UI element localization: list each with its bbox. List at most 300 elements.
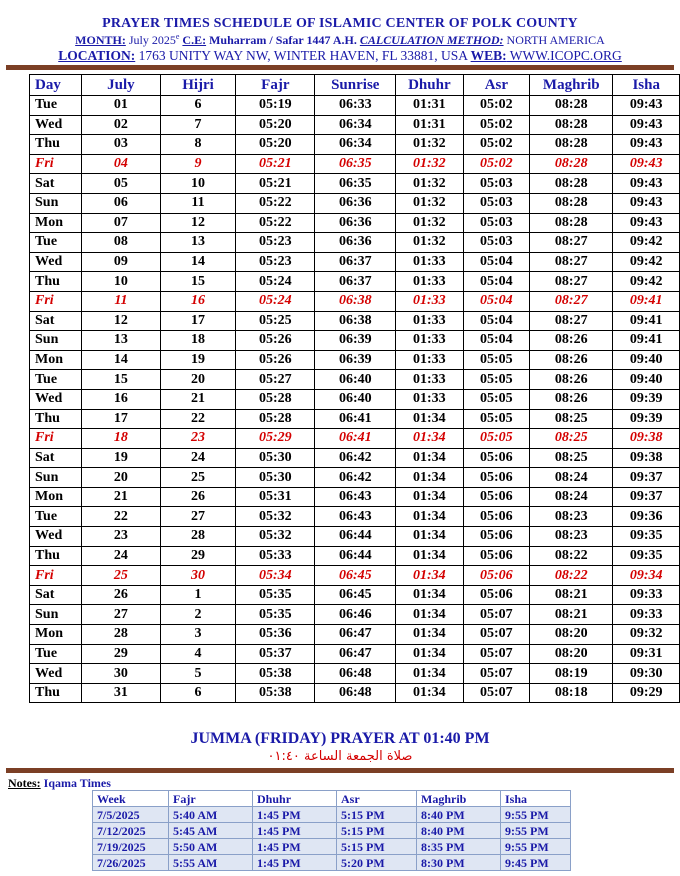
- cell-dhuhr: 01:33: [396, 272, 463, 292]
- iqama-col-dhuhr: Dhuhr: [253, 791, 337, 807]
- cell-date: 03: [82, 135, 161, 155]
- iqama-cell-fajr: 5:40 AM: [169, 807, 253, 823]
- cell-day: Sun: [30, 193, 82, 213]
- table-row: [30, 291, 680, 311]
- cell-isha: 09:37: [613, 468, 680, 488]
- cell-day: Thu: [30, 683, 82, 703]
- cell-day: Wed: [30, 252, 82, 272]
- cell-fajr: 05:24: [236, 272, 315, 292]
- cell-sunrise: 06:41: [315, 429, 396, 449]
- cell-date: 08: [82, 233, 161, 253]
- cell-asr: 05:07: [463, 605, 530, 625]
- cell-date: 10: [82, 272, 161, 292]
- cell-sunrise: 06:48: [315, 683, 396, 703]
- schedule-body: [30, 96, 680, 703]
- cell-asr: 05:06: [463, 546, 530, 566]
- table-row: [30, 468, 680, 488]
- iqama-cell-week: 7/26/2025: [93, 855, 169, 871]
- cell-maghrib: 08:18: [530, 683, 613, 703]
- cell-isha: 09:30: [613, 664, 680, 684]
- cell-isha: 09:43: [613, 115, 680, 135]
- cell-sunrise: 06:36: [315, 233, 396, 253]
- cell-dhuhr: 01:34: [396, 585, 463, 605]
- notes-heading: [8, 776, 111, 791]
- table-row: [30, 585, 680, 605]
- cell-asr: 05:07: [463, 683, 530, 703]
- cell-date: 25: [82, 566, 161, 586]
- cell-dhuhr: 01:34: [396, 683, 463, 703]
- iqama-row: [93, 823, 571, 839]
- cell-dhuhr: 01:31: [396, 115, 463, 135]
- cell-dhuhr: 01:32: [396, 154, 463, 174]
- cell-date: 23: [82, 527, 161, 547]
- iqama-cell-maghrib: 8:40 PM: [417, 807, 501, 823]
- cell-day: Sun: [30, 331, 82, 351]
- iqama-cell-week: 7/19/2025: [93, 839, 169, 855]
- cell-day: Tue: [30, 96, 82, 116]
- cell-hijri: 16: [160, 291, 235, 311]
- iqama-cell-asr: 5:15 PM: [337, 839, 417, 855]
- iqama-cell-isha: 9:55 PM: [501, 807, 571, 823]
- cell-fajr: 05:25: [236, 311, 315, 331]
- cell-fajr: 05:30: [236, 448, 315, 468]
- cell-fajr: 05:28: [236, 409, 315, 429]
- cell-fajr: 05:20: [236, 115, 315, 135]
- cell-day: Sat: [30, 174, 82, 194]
- cell-dhuhr: 01:34: [396, 468, 463, 488]
- cell-sunrise: 06:45: [315, 585, 396, 605]
- cell-hijri: 6: [160, 683, 235, 703]
- cell-sunrise: 06:45: [315, 566, 396, 586]
- cell-day: Sun: [30, 468, 82, 488]
- cell-asr: 05:03: [463, 174, 530, 194]
- cell-dhuhr: 01:33: [396, 331, 463, 351]
- cell-maghrib: 08:28: [530, 115, 613, 135]
- table-row: [30, 429, 680, 449]
- col-header-date: July: [82, 75, 161, 96]
- cell-maghrib: 08:28: [530, 213, 613, 233]
- cell-dhuhr: 01:33: [396, 252, 463, 272]
- cell-fajr: 05:35: [236, 605, 315, 625]
- method-value: NORTH AMERICA: [503, 33, 605, 47]
- cell-maghrib: 08:26: [530, 370, 613, 390]
- cell-maghrib: 08:28: [530, 174, 613, 194]
- cell-fajr: 05:22: [236, 213, 315, 233]
- month-suffix: e: [175, 32, 180, 41]
- location-value: 1763 UNITY WAY NW, WINTER HAVEN, FL 33881, USA: [135, 48, 471, 63]
- cell-fajr: 05:31: [236, 487, 315, 507]
- cell-day: Sat: [30, 448, 82, 468]
- iqama-cell-maghrib: 8:40 PM: [417, 823, 501, 839]
- cell-asr: 05:02: [463, 154, 530, 174]
- cell-isha: 09:35: [613, 546, 680, 566]
- cell-sunrise: 06:34: [315, 135, 396, 155]
- iqama-col-maghrib: Maghrib: [417, 791, 501, 807]
- cell-hijri: 30: [160, 566, 235, 586]
- cell-maghrib: 08:25: [530, 448, 613, 468]
- cell-hijri: 10: [160, 174, 235, 194]
- table-row: [30, 605, 680, 625]
- cell-maghrib: 08:27: [530, 291, 613, 311]
- table-row: [30, 233, 680, 253]
- cell-date: 09: [82, 252, 161, 272]
- cell-hijri: 2: [160, 605, 235, 625]
- cell-maghrib: 08:27: [530, 252, 613, 272]
- cell-asr: 05:04: [463, 252, 530, 272]
- cell-isha: 09:41: [613, 291, 680, 311]
- cell-fajr: 05:22: [236, 193, 315, 213]
- col-header-hijri: Hijri: [160, 75, 235, 96]
- cell-asr: 05:04: [463, 311, 530, 331]
- cell-sunrise: 06:36: [315, 193, 396, 213]
- iqama-cell-week: 7/5/2025: [93, 807, 169, 823]
- cell-sunrise: 06:42: [315, 448, 396, 468]
- iqama-col-asr: Asr: [337, 791, 417, 807]
- jumma-notice-arabic: صلاة الجمعة الساعة ٠١:٤٠: [267, 749, 413, 764]
- cell-maghrib: 08:23: [530, 507, 613, 527]
- cell-date: 24: [82, 546, 161, 566]
- method-label: CALCULATION METHOD:: [359, 33, 504, 47]
- iqama-cell-dhuhr: 1:45 PM: [253, 807, 337, 823]
- cell-day: Mon: [30, 625, 82, 645]
- cell-sunrise: 06:39: [315, 331, 396, 351]
- cell-asr: 05:07: [463, 644, 530, 664]
- cell-asr: 05:03: [463, 233, 530, 253]
- cell-sunrise: 06:40: [315, 389, 396, 409]
- cell-sunrise: 06:35: [315, 154, 396, 174]
- cell-isha: 09:37: [613, 487, 680, 507]
- cell-sunrise: 06:37: [315, 272, 396, 292]
- cell-isha: 09:38: [613, 429, 680, 449]
- cell-maghrib: 08:27: [530, 311, 613, 331]
- table-row: [30, 154, 680, 174]
- iqama-cell-asr: 5:15 PM: [337, 823, 417, 839]
- cell-isha: 09:43: [613, 174, 680, 194]
- cell-hijri: 7: [160, 115, 235, 135]
- iqama-row: [93, 855, 571, 871]
- iqama-cell-dhuhr: 1:45 PM: [253, 839, 337, 855]
- cell-dhuhr: 01:34: [396, 429, 463, 449]
- cell-sunrise: 06:39: [315, 350, 396, 370]
- cell-day: Thu: [30, 272, 82, 292]
- cell-day: Tue: [30, 370, 82, 390]
- cell-dhuhr: 01:34: [396, 527, 463, 547]
- cell-maghrib: 08:28: [530, 135, 613, 155]
- cell-isha: 09:39: [613, 409, 680, 429]
- cell-sunrise: 06:43: [315, 507, 396, 527]
- col-header-fajr: Fajr: [236, 75, 315, 96]
- cell-day: Wed: [30, 115, 82, 135]
- cell-isha: 09:39: [613, 389, 680, 409]
- cell-dhuhr: 01:33: [396, 311, 463, 331]
- cell-day: Tue: [30, 507, 82, 527]
- cell-date: 05: [82, 174, 161, 194]
- bottom-divider: [6, 768, 674, 773]
- cell-sunrise: 06:34: [315, 115, 396, 135]
- cell-fajr: 05:33: [236, 546, 315, 566]
- table-row: [30, 331, 680, 351]
- cell-day: Mon: [30, 213, 82, 233]
- cell-fajr: 05:26: [236, 331, 315, 351]
- cell-dhuhr: 01:34: [396, 546, 463, 566]
- table-row: [30, 625, 680, 645]
- location-line: [0, 48, 680, 64]
- table-row: [30, 252, 680, 272]
- cell-hijri: 14: [160, 252, 235, 272]
- cell-isha: 09:34: [613, 566, 680, 586]
- table-row: [30, 272, 680, 292]
- cell-day: Wed: [30, 527, 82, 547]
- ce-label: C.E:: [182, 33, 207, 47]
- cell-day: Wed: [30, 389, 82, 409]
- cell-fajr: 05:23: [236, 233, 315, 253]
- cell-isha: 09:41: [613, 331, 680, 351]
- cell-asr: 05:06: [463, 585, 530, 605]
- cell-asr: 05:07: [463, 664, 530, 684]
- iqama-cell-dhuhr: 1:45 PM: [253, 855, 337, 871]
- cell-day: Fri: [30, 154, 82, 174]
- cell-day: Thu: [30, 135, 82, 155]
- cell-maghrib: 08:24: [530, 487, 613, 507]
- cell-asr: 05:05: [463, 389, 530, 409]
- iqama-cell-maghrib: 8:35 PM: [417, 839, 501, 855]
- table-row: [30, 311, 680, 331]
- cell-maghrib: 08:26: [530, 331, 613, 351]
- cell-dhuhr: 01:34: [396, 664, 463, 684]
- cell-isha: 09:43: [613, 96, 680, 116]
- web-label: WEB:: [470, 48, 507, 63]
- cell-fajr: 05:20: [236, 135, 315, 155]
- cell-day: Tue: [30, 233, 82, 253]
- cell-day: Mon: [30, 350, 82, 370]
- cell-sunrise: 06:44: [315, 527, 396, 547]
- cell-asr: 05:05: [463, 370, 530, 390]
- cell-dhuhr: 01:34: [396, 644, 463, 664]
- month-label: MONTH:: [75, 33, 126, 47]
- iqama-cell-isha: 9:55 PM: [501, 839, 571, 855]
- cell-asr: 05:06: [463, 468, 530, 488]
- cell-isha: 09:36: [613, 507, 680, 527]
- cell-date: 01: [82, 96, 161, 116]
- cell-date: 11: [82, 291, 161, 311]
- table-row: [30, 389, 680, 409]
- cell-isha: 09:42: [613, 252, 680, 272]
- table-row: [30, 96, 680, 116]
- cell-dhuhr: 01:32: [396, 193, 463, 213]
- cell-hijri: 27: [160, 507, 235, 527]
- cell-isha: 09:33: [613, 605, 680, 625]
- table-row: [30, 664, 680, 684]
- schedule-header-row: [30, 75, 680, 96]
- cell-hijri: 22: [160, 409, 235, 429]
- cell-date: 14: [82, 350, 161, 370]
- cell-dhuhr: 01:32: [396, 213, 463, 233]
- table-row: [30, 566, 680, 586]
- cell-asr: 05:03: [463, 193, 530, 213]
- cell-dhuhr: 01:34: [396, 507, 463, 527]
- cell-sunrise: 06:43: [315, 487, 396, 507]
- cell-isha: 09:31: [613, 644, 680, 664]
- cell-hijri: 25: [160, 468, 235, 488]
- cell-isha: 09:38: [613, 448, 680, 468]
- cell-day: Thu: [30, 409, 82, 429]
- cell-date: 21: [82, 487, 161, 507]
- cell-dhuhr: 01:34: [396, 409, 463, 429]
- cell-maghrib: 08:28: [530, 193, 613, 213]
- month-line: [0, 32, 680, 48]
- cell-date: 29: [82, 644, 161, 664]
- cell-day: Mon: [30, 487, 82, 507]
- iqama-col-week: Week: [93, 791, 169, 807]
- cell-fajr: 05:35: [236, 585, 315, 605]
- cell-maghrib: 08:25: [530, 429, 613, 449]
- cell-hijri: 17: [160, 311, 235, 331]
- cell-date: 30: [82, 664, 161, 684]
- table-row: [30, 350, 680, 370]
- cell-fajr: 05:34: [236, 566, 315, 586]
- jumma-notice: JUMMA (FRIDAY) PRAYER AT 01:40 PM: [190, 730, 490, 747]
- cell-asr: 05:06: [463, 487, 530, 507]
- cell-fajr: 05:19: [236, 96, 315, 116]
- cell-isha: 09:40: [613, 370, 680, 390]
- cell-isha: 09:42: [613, 233, 680, 253]
- cell-sunrise: 06:40: [315, 370, 396, 390]
- cell-fajr: 05:27: [236, 370, 315, 390]
- cell-sunrise: 06:36: [315, 213, 396, 233]
- cell-date: 02: [82, 115, 161, 135]
- table-row: [30, 409, 680, 429]
- col-header-day: Day: [30, 75, 82, 96]
- col-header-dhuhr: Dhuhr: [396, 75, 463, 96]
- cell-day: Tue: [30, 644, 82, 664]
- cell-maghrib: 08:26: [530, 350, 613, 370]
- cell-hijri: 28: [160, 527, 235, 547]
- cell-asr: 05:06: [463, 448, 530, 468]
- cell-date: 31: [82, 683, 161, 703]
- cell-asr: 05:05: [463, 409, 530, 429]
- cell-fajr: 05:21: [236, 174, 315, 194]
- cell-dhuhr: 01:34: [396, 566, 463, 586]
- cell-day: Fri: [30, 291, 82, 311]
- cell-dhuhr: 01:34: [396, 625, 463, 645]
- cell-isha: 09:41: [613, 311, 680, 331]
- table-row: [30, 213, 680, 233]
- location-label: LOCATION:: [58, 48, 136, 63]
- cell-sunrise: 06:47: [315, 625, 396, 645]
- cell-asr: 05:06: [463, 527, 530, 547]
- cell-dhuhr: 01:34: [396, 487, 463, 507]
- cell-hijri: 8: [160, 135, 235, 155]
- cell-hijri: 20: [160, 370, 235, 390]
- iqama-cell-isha: 9:45 PM: [501, 855, 571, 871]
- cell-hijri: 3: [160, 625, 235, 645]
- table-row: [30, 135, 680, 155]
- cell-maghrib: 08:27: [530, 272, 613, 292]
- cell-hijri: 9: [160, 154, 235, 174]
- cell-maghrib: 08:20: [530, 625, 613, 645]
- cell-fajr: 05:32: [236, 507, 315, 527]
- cell-hijri: 12: [160, 213, 235, 233]
- cell-hijri: 1: [160, 585, 235, 605]
- table-row: [30, 193, 680, 213]
- cell-day: Wed: [30, 664, 82, 684]
- iqama-cell-asr: 5:20 PM: [337, 855, 417, 871]
- cell-maghrib: 08:28: [530, 154, 613, 174]
- cell-maghrib: 08:27: [530, 233, 613, 253]
- cell-asr: 05:04: [463, 272, 530, 292]
- cell-dhuhr: 01:32: [396, 233, 463, 253]
- iqama-cell-dhuhr: 1:45 PM: [253, 823, 337, 839]
- cell-fajr: 05:24: [236, 291, 315, 311]
- cell-hijri: 11: [160, 193, 235, 213]
- cell-date: 17: [82, 409, 161, 429]
- cell-date: 07: [82, 213, 161, 233]
- table-row: [30, 448, 680, 468]
- table-row: [30, 507, 680, 527]
- cell-sunrise: 06:38: [315, 291, 396, 311]
- cell-sunrise: 06:46: [315, 605, 396, 625]
- cell-dhuhr: 01:31: [396, 96, 463, 116]
- page-title: PRAYER TIMES SCHEDULE OF ISLAMIC CENTER OF POLK COUNTY: [102, 16, 578, 31]
- col-header-sunrise: Sunrise: [315, 75, 396, 96]
- cell-fajr: 05:38: [236, 683, 315, 703]
- cell-fajr: 05:21: [236, 154, 315, 174]
- iqama-times-table: [92, 790, 571, 871]
- cell-isha: 09:40: [613, 350, 680, 370]
- cell-sunrise: 06:41: [315, 409, 396, 429]
- cell-day: Sat: [30, 311, 82, 331]
- cell-asr: 05:03: [463, 213, 530, 233]
- cell-isha: 09:29: [613, 683, 680, 703]
- cell-hijri: 15: [160, 272, 235, 292]
- iqama-cell-maghrib: 8:30 PM: [417, 855, 501, 871]
- cell-date: 15: [82, 370, 161, 390]
- cell-hijri: 13: [160, 233, 235, 253]
- cell-date: 20: [82, 468, 161, 488]
- cell-asr: 05:02: [463, 135, 530, 155]
- cell-hijri: 26: [160, 487, 235, 507]
- iqama-cell-fajr: 5:45 AM: [169, 823, 253, 839]
- cell-day: Thu: [30, 546, 82, 566]
- cell-asr: 05:07: [463, 625, 530, 645]
- cell-date: 16: [82, 389, 161, 409]
- hijri-month-value: Muharram / Safar 1447 A.H.: [206, 33, 360, 47]
- cell-sunrise: 06:38: [315, 311, 396, 331]
- cell-dhuhr: 01:32: [396, 174, 463, 194]
- top-divider: [6, 65, 674, 70]
- cell-isha: 09:33: [613, 585, 680, 605]
- cell-fajr: 05:38: [236, 664, 315, 684]
- cell-date: 04: [82, 154, 161, 174]
- cell-fajr: 05:36: [236, 625, 315, 645]
- cell-date: 06: [82, 193, 161, 213]
- web-link[interactable]: WWW.ICOPC.ORG: [506, 48, 622, 63]
- cell-asr: 05:02: [463, 96, 530, 116]
- cell-asr: 05:04: [463, 291, 530, 311]
- cell-fajr: 05:37: [236, 644, 315, 664]
- cell-sunrise: 06:48: [315, 664, 396, 684]
- cell-hijri: 24: [160, 448, 235, 468]
- cell-fajr: 05:23: [236, 252, 315, 272]
- cell-hijri: 29: [160, 546, 235, 566]
- iqama-header-row: [93, 791, 571, 807]
- iqama-cell-fajr: 5:50 AM: [169, 839, 253, 855]
- cell-sunrise: 06:37: [315, 252, 396, 272]
- col-header-asr: Asr: [463, 75, 530, 96]
- cell-dhuhr: 01:33: [396, 350, 463, 370]
- cell-maghrib: 08:22: [530, 566, 613, 586]
- cell-sunrise: 06:47: [315, 644, 396, 664]
